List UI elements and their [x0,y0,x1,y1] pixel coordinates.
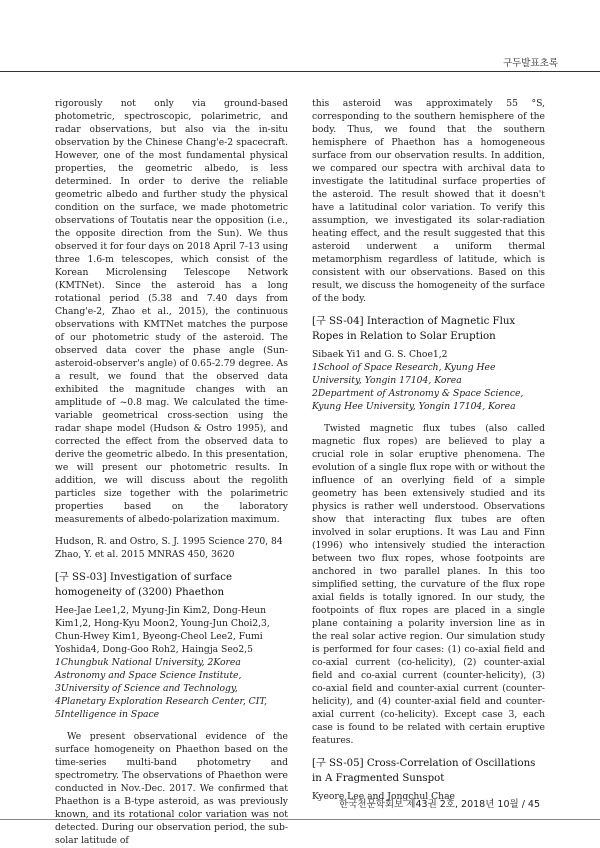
reference-1: Hudson, R. and Ostro, S. J. 1995 Science 270, 84 [55,536,283,547]
ss03-authors: Hee-Jae Lee1,2, Myung-Jin Kim2, Dong-Heun Kim1,2, Hong-Kyu Moon2, Young-Jun Choi2,3, Chun-Hwey Kim1, Byeong-Cheol Lee2, Fumi Yoshida4, Dong-Goo Roh2, Haingja Seo2,5 [55,605,270,655]
continued-abstract-text: rigorously not only via ground-based photometric, spectroscopic, polarimetric, and radar observations, but also via the in-situ observation by the Chinese Chang'e-2 spacecraft. However, one of the most fundamental physical properties, the geometric albedo, is less determined. In order to derive the reliable geometric albedo and further study the physical condition on the surface, we made photometric observations of Toutatis near the opposition (i.e., the opposite direction from the Sun). We thus observed it for four days on 2018 April 7-13 using three 1.6-m telescopes, which consist of the Korean Microlensing Telescope Network (KMTNet). Since the asteroid has a long rotational period (5.38 and 7.40 days from Chang'e-2, Zhao et al., 2015), the continuous observations with KMTNet matches the purpose of our photometric study of the asteroid. The observed data cover the phase angle (Sun-asteroid-observer's angle) of 0.65-2.79 degree. As a result, we found that the observed data exhibited the magnitude changes with an amplitude of ~0.8 mag. We calculated the time-variable geometrical cross-section using the radar shape model (Hudson & Ostro 1995), and corrected the effect from the observed data to derive the geometric albedo. In this presentation, we will present our photometric results. In addition, we will discuss about the regolith particles size together with the polarimetric properties based on the laboratory measurements of albedo-polarization maximum. [55,98,288,525]
right-column [312,97,545,803]
page-footer: 한국천문학회보 제43권 2호, 2018년 10월 / 45 [339,799,540,810]
left-column [55,97,288,847]
header-rule [0,71,600,72]
ss04-abstract: Twisted magnetic flux tubes (also called magnetic flux ropes) are believed to play a crucial role in solar eruptive phenomena. The evolution of a single flux rope with or without the influence of an overlying field of a simple geometry has been extensively studied and its physics is rather well understood. Observations show that interacting flux tubes are often involved in solar eruptions. It was Lau and Finn (1996) who intensively studied the interaction between two flux ropes, whose footpoints are anchored in two parallel planes. In this too simplified setting, the curvature of the flux rope axial fields is totally ignored. In our study, the footpoints of flux ropes are placed in a single plane containing a polarity inversion line as in the real solar active region. Our simulation study is performed for four cases: (1) co-axial field and co-axial current (co-helicity), (2) counter-axial field and co-axial current (counter-helicity), (3) co-axial field and counter-axial current (counter-helicity), and (4) counter-axial field and counter-axial current (co-helicity). Except case 3, each case is found to be related with certain eruptive features. [312,423,545,746]
ss04-affiliation-2: 2Department of Astronomy & Space Science, Kyung Hee University, Yongin 17104, Korea [312,388,524,412]
journal-section-tag: 구두발표초록 [502,58,558,69]
ss03-affiliations: 1Chungbuk National University, 2Korea Astronomy and Space Science Institute, 3University of Science and Technology, 4Planetary Exploration Research Center, CIT, 5Intelligence in Space [55,657,268,720]
reference-2: Zhao, Y. et al. 2015 MNRAS 450, 3620 [55,549,235,560]
footer-rule [0,819,600,820]
ss05-authors: Kyeore Lee and Jongchul Chae [312,791,455,802]
ss03-abstract-continued: this asteroid was approximately 55 °S, corresponding to the southern hemisphere of the body. Thus, we found that the southern hemisphere of Phaethon has a homogeneous surface from our observation results. In addition, we compared our spectra with archival data to investigate the latitudinal surface properties of the asteroid. The result showed that it doesn't have a latitudinal color variation. To verify this assumption, we investigated its solar-radiation heating effect, and the result suggested that this asteroid underwent a uniform thermal metamorphism regardless of latitude, which is consistent with our observations. Based on this result, we discuss the homogeneity of the surface of the body. [312,98,545,304]
ss04-affiliation-1: 1School of Space Research, Kyung Hee University, Yongin 17104, Korea [312,362,496,386]
ss03-abstract: We present observational evidence of the surface homogeneity on Phaethon based on the time-series multi-band photometry and spectrometry. The observations of Phaethon were conducted in Nov.-Dec. 2017. We confirmed that Phaethon is a B-type asteroid, as was previously known, and its rotational color variation was not detected. During our observation period, the sub-solar latitude of [55,731,288,846]
ss03-title: [구 SS-03] Investigation of surface homogeneity of (3200) Phaethon [55,572,233,598]
ss04-title: [구 SS-04] Interaction of Magnetic Flux Ropes in Relation to Solar Eruption [312,316,516,342]
ss05-title: [구 SS-05] Cross-Correlation of Oscillations in A Fragmented Sunspot [312,758,536,784]
ss04-authors: Sibaek Yi1 and G. S. Choe1,2 [312,349,448,360]
